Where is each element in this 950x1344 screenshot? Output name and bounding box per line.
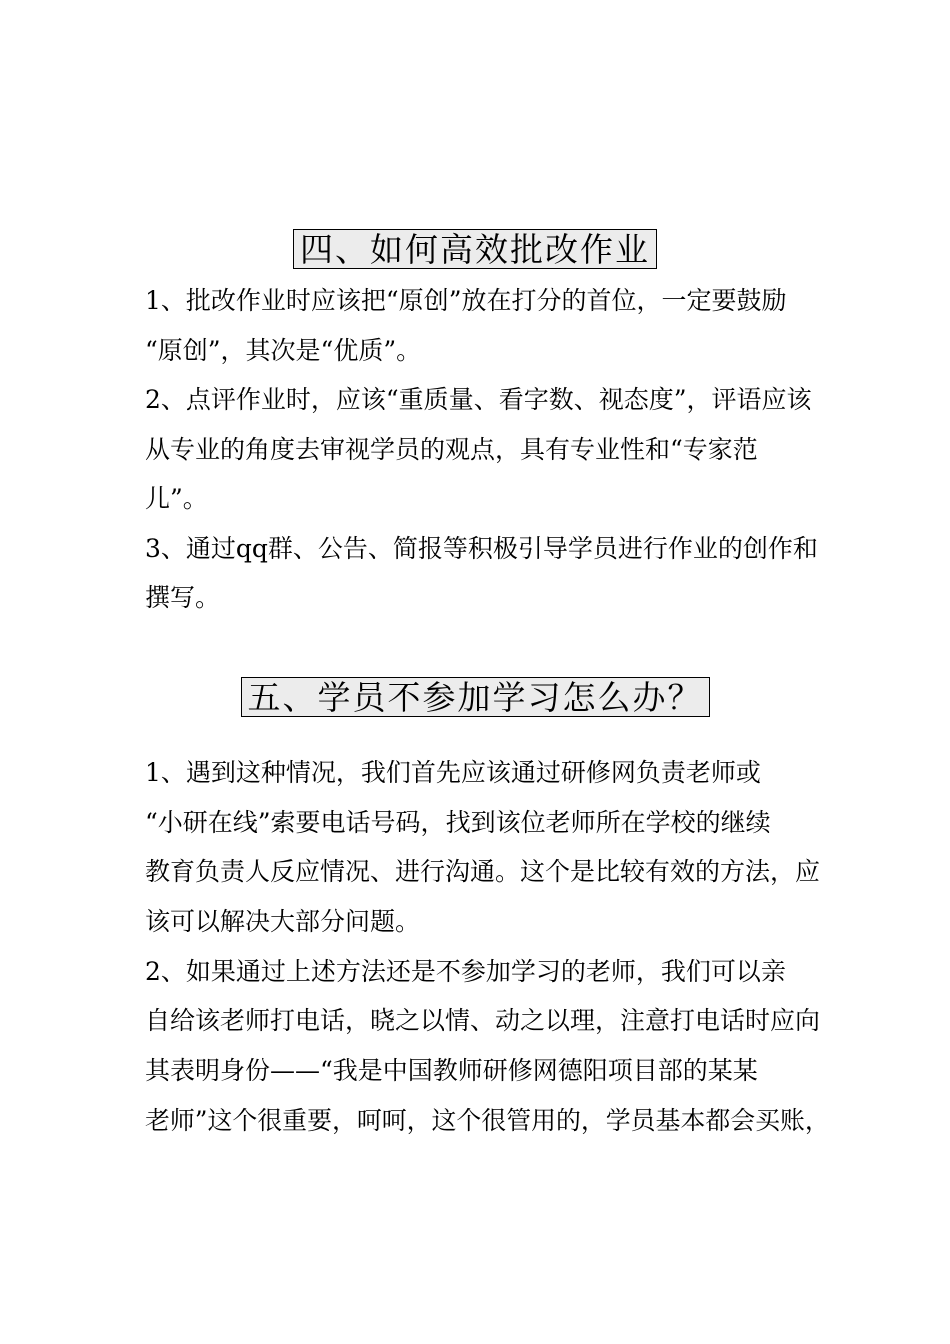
- section-5-line: 老师”这个很重要，呵呵，这个很管用的，学员基本都会买账，: [145, 1106, 830, 1135]
- section-4-line: 3、通过qq群、公告、简报等积极引导学员进行作业的创作和: [145, 534, 818, 563]
- section-5-line: 自给该老师打电话，晓之以情、动之以理，注意打电话时应向: [145, 1006, 821, 1035]
- section-5-line: “小研在线”索要电话号码，找到该位老师所在学校的继续: [145, 808, 771, 837]
- section-5-line: 其表明身份——“我是中国教师研修网德阳项目部的某某: [145, 1056, 758, 1085]
- section-4-line: 撰写。: [145, 583, 221, 612]
- section-5-heading-wrap: [0, 677, 950, 717]
- section-4-line: 儿”。: [145, 484, 208, 513]
- section-5-line: 该可以解决大部分问题。: [145, 907, 421, 936]
- section-4-line: 1、批改作业时应该把“原创”放在打分的首位，一定要鼓励: [145, 286, 787, 315]
- section-5-line: 2、如果通过上述方法还是不参加学习的老师，我们可以亲: [145, 957, 786, 986]
- section-4-line: 2、点评作业时，应该“重质量、看字数、视态度”，评语应该: [145, 385, 812, 414]
- section-5-line: 1、遇到这种情况，我们首先应该通过研修网负责老师或: [145, 758, 761, 787]
- section-4-line: “原创”，其次是“优质”。: [145, 336, 422, 365]
- section-5-heading: 五、学员不参加学习怎么办？: [241, 677, 710, 717]
- section-4-line: 从专业的角度去审视学员的观点，具有专业性和“专家范: [145, 435, 758, 464]
- section-5-line: 教育负责人反应情况、进行沟通。这个是比较有效的方法，应: [145, 857, 821, 886]
- section-4-heading-wrap: [0, 229, 950, 269]
- section-4-heading: 四、如何高效批改作业: [293, 229, 657, 269]
